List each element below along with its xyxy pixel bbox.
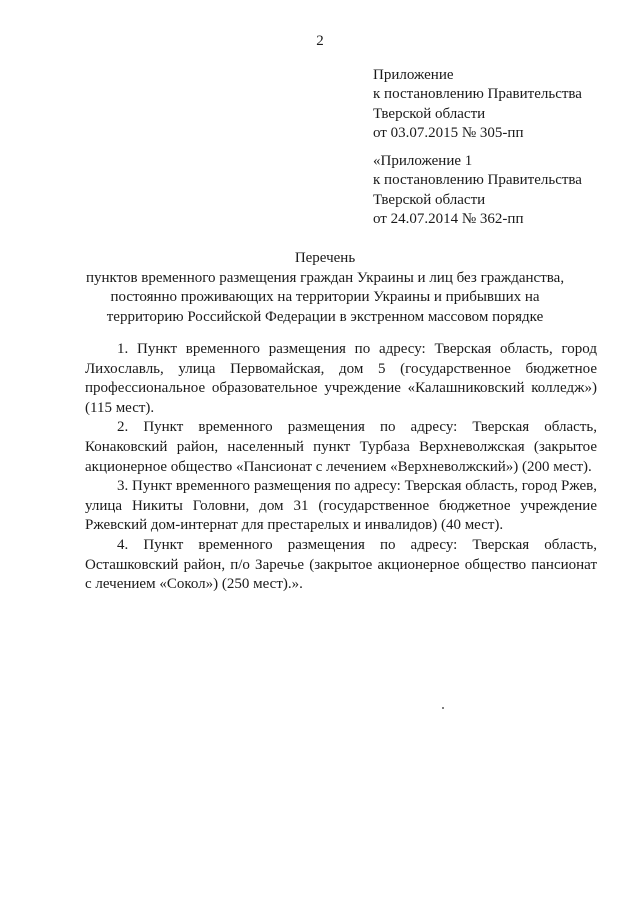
list-item: 2. Пункт временного размещения по адресу: Тверская область, Конаковский район, населенный пункт Турбаза Верхневолжская (закрытое акционерное общество «Пансионат с лечением «Верхневолжский») (200 мест). [85, 419, 597, 475]
title-heading: Перечень [294, 250, 356, 266]
appendix-label: Приложение [373, 67, 454, 83]
appendix-header-original [373, 152, 623, 230]
page-number: 2 [316, 33, 324, 49]
appendix-reference: к постановлению Правительства [373, 86, 582, 103]
list-item: 3. Пункт временного размещения по адресу: Тверская область, город Ржев, улица Никиты Головни, дом 31 (государственное бюджетное учреждение Ржевский дом-интернат для престарелых и инвалидов) (40 мест). [85, 478, 597, 534]
document-title [60, 249, 590, 327]
appendix-reference: к постановлению Правительства [373, 172, 582, 189]
title-line: пунктов временного размещения граждан Украины и лиц без гражданства, [85, 269, 565, 286]
title-line: территорию Российской Федерации в экстренном массовом порядке [106, 308, 544, 325]
appendix-region: Тверской области [373, 191, 486, 208]
scan-speck [442, 707, 444, 709]
list-item: 1. Пункт временного размещения по адресу: Тверская область, город Лихославль, улица Первомайская, дом 5 (государственное бюджетное профессиональное образовательное учреждение «Калашниковский колледж») (115 мест). [85, 341, 597, 416]
appendix-header-current [373, 66, 623, 144]
appendix-date-number: от 24.07.2014 № 362-пп [373, 211, 524, 228]
title-line: постоянно проживающих на территории Украины и прибывших на [110, 289, 540, 305]
appendix-region: Тверской области [373, 105, 486, 122]
list-of-points [85, 340, 597, 595]
appendix-label: «Приложение 1 [373, 153, 473, 169]
appendix-date-number: от 03.07.2015 № 305-пп [373, 125, 524, 142]
list-item: 4. Пункт временного размещения по адресу: Тверская область, Осташковский район, п/о Заречье (закрытое акционерное общество пансионат с лечением «Сокол») (250 мест).». [85, 536, 597, 593]
